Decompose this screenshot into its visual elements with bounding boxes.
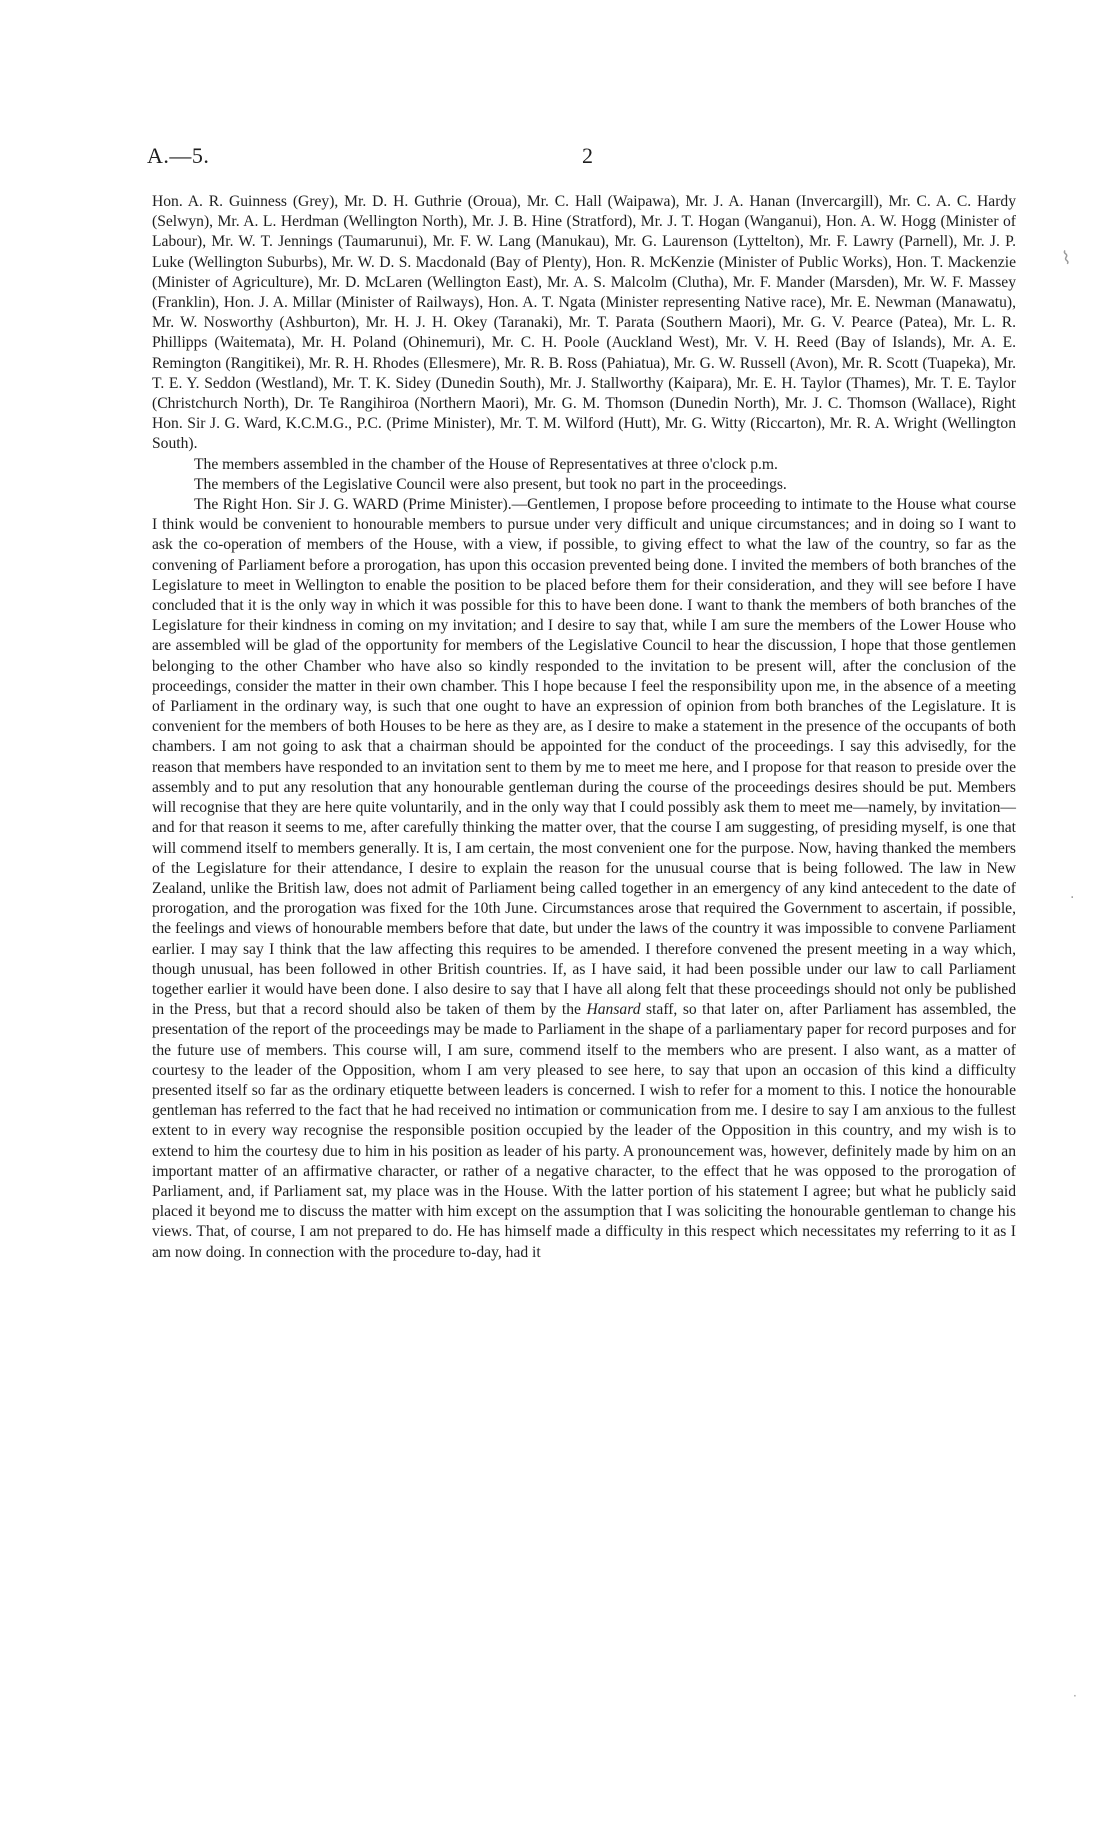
body-text bbox=[152, 192, 1016, 1263]
margin-scribble-icon: ⌇ bbox=[1060, 247, 1073, 270]
assembled-paragraph: The members assembled in the chamber of the House of Representatives at three o'clock p.m. bbox=[194, 455, 778, 473]
document-reference: A.—5. bbox=[147, 143, 210, 168]
members-list-paragraph: Hon. A. R. Guinness (Grey), Mr. D. H. Guthrie (Oroua), Mr. C. Hall (Waipawa), Mr. J. A. Hanan (Invercargill), Mr. C. A. C. Hardy (Selwyn), Mr. A. L. Herdman (Wellington North), Mr. J. B. Hine (Stratford), Mr. J. T. Hogan (Wanganui), Hon. A. W. Hogg (Minister of Labour), Mr. W. T. Jennings (Taumarunui), Mr. F. W. Lang (Manukau), Mr. G. Laurenson (Lyttelton), Mr. F. Lawry (Parnell), Mr. J. P. Luke (Wellington Suburbs), Mr. W. D. S. Macdonald (Bay of Plenty), Hon. R. McKenzie (Minister of Public Works), Hon. T. Mackenzie (Minister of Agriculture), Mr. D. McLaren (Wellington East), Mr. A. S. Malcolm (Clutha), Mr. F. Mander (Marsden), Mr. W. F. Massey (Franklin), Hon. J. A. Millar (Minister of Railways), Hon. A. T. Ngata (Minister representing Native race), Mr. E. Newman (Manawatu), Mr. W. Nosworthy (Ashburton), Mr. H. J. H. Okey (Taranaki), Mr. T. Parata (Southern Maori), Mr. G. V. Pearce (Patea), Mr. L. R. Phillipps (Waitemata), Mr. H. Poland (Ohinemuri), Mr. C. H. Poole (Auckland West), Mr. V. H. Reed (Bay of Islands), Mr. A. E. Remington (Rangitikei), Mr. R. H. Rhodes (Ellesmere), Mr. R. B. Ross (Pahiatua), Mr. G. W. Russell (Avon), Mr. R. Scott (Tuapeka), Mr. T. E. Y. Seddon (Westland), Mr. T. K. Sidey (Dunedin South), Mr. J. Stallworthy (Kaipara), Mr. E. H. Taylor (Thames), Mr. T. E. Taylor (Christchurch North), Dr. Te Rangihiroa (Northern Maori), Mr. G. M. Thomson (Dunedin North), Mr. J. C. Thomson (Wallace), Right Hon. Sir J. G. Ward, K.C.M.G., P.C. (Prime Minister), Mr. T. M. Wilford (Hutt), Mr. G. Witty (Riccarton), Mr. R. A. Wright (Wellington South). bbox=[152, 193, 1016, 453]
speech-part-b: staff, so that later on, after Parliament has assembled, the presentation of the report of the proceedings may be made to Parliament in the shape of a parliamentary paper for record purposes and for the future use of members. This course will, I am sure, commend itself to the members who are present. I also want, as a matter of courtesy to the leader of the Opposition, whom I am very pleased to see here, to say that upon an occasion of this kind a difficulty presented itself so far as the ordinary etiquette between leaders is concerned. I wish to refer for a moment to this. I notice the honourable gentleman has referred to the fact that he had received no intimation or communication from me. I desire to say I am anxious to the fullest extent to in every way recognise the responsible position occupied by the leader of the Opposition in this country, and my wish is to extend to him the courtesy due to him in his position as leader of his party. A pronouncement was, however, definitely made by him on an important matter of an affirmative character, or rather of a negative character, to the effect that he was opposed to the prorogation of Parliament, and, if Parliament sat, my place was in the House. With the latter portion of his statement I agree; but what he publicly said placed it beyond me to discuss the matter with him except on the assumption that I was soliciting the honourable gentleman to change his views. That, of course, I am not prepared to do. He has himself made a difficulty in this respect which necessitates my referring to it as I am now doing. In connection with the procedure to-day, had it bbox=[152, 1001, 1017, 1261]
prime-minister-speech bbox=[152, 495, 1016, 1263]
margin-speck-icon: · bbox=[1073, 1689, 1077, 1703]
hansard-italic: Hansard bbox=[586, 1001, 641, 1019]
page-number: 2 bbox=[582, 143, 593, 168]
margin-mark-icon: · bbox=[1070, 890, 1075, 906]
council-paragraph: The members of the Legislative Council were also present, but took no part in the proceedings. bbox=[194, 475, 787, 493]
speech-part-a: The Right Hon. Sir J. G. WARD (Prime Minister).—Gentlemen, I propose before proceeding to intimate to the House what course I think would be convenient to honourable members to pursue under very difficult and unique circumstances; and in doing so I want to ask the co-operation of members of the House, with a view, if possible, to giving effect to what the law of the country, so far as the convening of Parliament before a prorogation, has upon this occasion prevented being done. I invited the members of both branches of the Legislature to meet in Wellington to enable the position to be placed before them for their consideration, and they will see before I have concluded that it is the only way in which it was possible for this to have been done. I want to thank the members of both branches of the Legislature for their kindness in coming on my invitation; and I desire to say that, while I am sure the members of the Lower House who are assembled will be glad of the opportunity for members of the Legislative Council to hear the discussion, I hope that those gentlemen belonging to the other Chamber who have also so kindly responded to the invitation to be present will, after the conclusion of the proceedings, consider the matter in their own chamber. This I hope because I feel the responsibility upon me, in the absence of a meeting of Parliament in the ordinary way, is such that one ought to have an expression of opinion from both branches of the Legislature. It is convenient for the members of both Houses to be here as they are, as I desire to make a statement in the presence of the occupants of both chambers. I am not going to ask that a chairman should be appointed for the conduct of the proceedings. I say this advisedly, for the reason that members have responded to an invitation sent to them by me to meet me here, and I propose for that reason to preside over the assembly and to put any resolution that any honourable gentleman during the course of the proceedings desires should be put. Members will recognise that they are here quite voluntarily, and in the only way that I could possibly ask them to meet me—namely, by invitation—and for that reason it seems to me, after carefully thinking the matter over, that the course I am suggesting, of presiding myself, is one that will commend itself to members generally. It is, I am certain, the most convenient one for the purpose. Now, having thanked the members of the Legislature for their attendance, I desire to explain the reason for the unusual course that is being followed. The law in New Zealand, unlike the British law, does not admit of Parliament being called together in an emergency of any kind antecedent to the date of prorogation, and the prorogation was fixed for the 10th June. Circumstances arose that required the Government to ascertain, if possible, the feelings and views of honourable members before that date, but under the laws of the country it was impossible to convene Parliament earlier. I may say I think that the law affecting this requires to be amended. I therefore convened the present meeting in a way which, though unusual, has been followed in other British countries. If, as I have said, it had been possible under our law to call Parliament together earlier it would have been done. I also desire to say that I have all along felt that these proceedings should not only be published in the Press, but that a record should also be taken of them by the bbox=[152, 496, 1016, 1019]
page-header bbox=[147, 143, 1017, 171]
